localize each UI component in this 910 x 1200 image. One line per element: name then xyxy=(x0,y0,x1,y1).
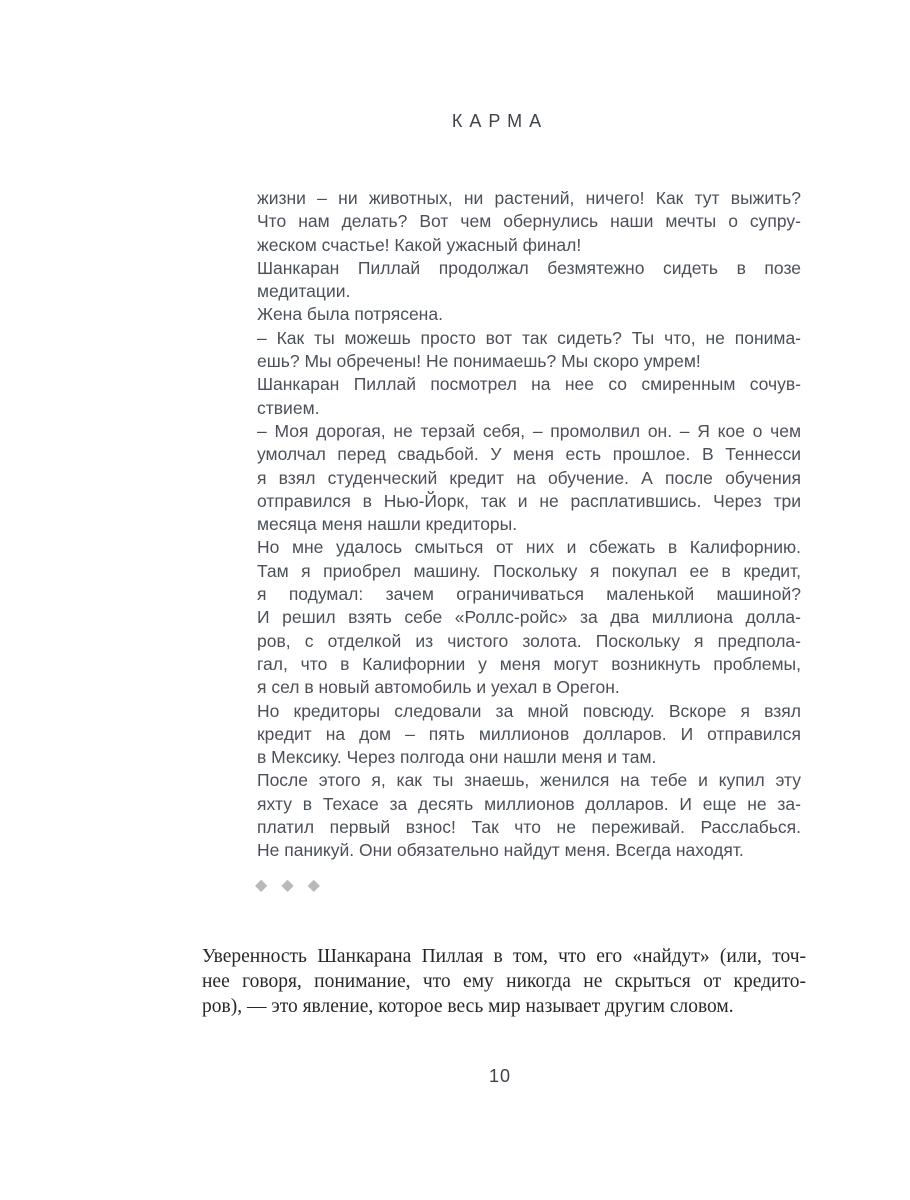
text-line: ствием. xyxy=(257,397,320,418)
running-head-title: КАРМА xyxy=(451,111,549,131)
text-line: И решил взять себе «Роллс-ройс» за два миллиона долла- xyxy=(257,607,801,628)
commentary-text-block xyxy=(202,944,806,1019)
diamond-icon: ◆ xyxy=(307,877,320,894)
text-line: Но кредиторы следовали за мной повсюду. Вскоре я взял xyxy=(257,700,801,721)
text-line: я сел в новый автомобиль и уехал в Орегон. xyxy=(257,677,620,698)
text-line: Жена была потрясена. xyxy=(257,304,443,325)
text-line: ров, с отделкой из чистого золота. Поскольку я предпола- xyxy=(257,630,801,651)
diamond-icon: ◆ xyxy=(281,877,294,894)
text-line: После этого я, как ты знаешь, женился на тебе и купил эту xyxy=(257,770,801,791)
text-line: умолчал перед свадьбой. У меня есть прошлое. В Теннесси xyxy=(257,444,801,465)
text-line: кредит на дом – пять миллионов долларов. И отправился xyxy=(257,723,801,744)
text-line: ров), — это явление, которое весь мир называет другим словом. xyxy=(202,996,734,1017)
text-line: Не паникуй. Они обязательно найдут меня. Всегда находят. xyxy=(257,840,744,861)
text-line: Там я приобрел машину. Поскольку я покупал ее в кредит, xyxy=(257,560,801,581)
text-line: жизни – ни животных, ни растений, ничего! Как тут выжить? xyxy=(257,188,801,208)
text-line: Что нам делать? Вот чем обернулись наши мечты о супру- xyxy=(257,211,801,232)
text-line: отправился в Нью-Йорк, так и не расплатившись. Через три xyxy=(257,490,801,511)
text-line: ешь? Мы обречены! Не понимаешь? Мы скоро умрем! xyxy=(257,351,701,372)
text-line: я подумал: зачем ограничиваться маленькой машиной? xyxy=(257,584,801,605)
text-line: Но мне удалось смыться от них и сбежать в Калифорнию. xyxy=(257,537,801,558)
text-line: медитации. xyxy=(257,281,351,302)
text-line: нее говоря, понимание, что ему никогда не скрыться от кредито- xyxy=(202,971,806,992)
text-line: яхту в Техасе за десять миллионов долларов. И еще не за- xyxy=(257,793,801,814)
text-line: – Моя дорогая, не терзай себя, – промолвил он. – Я кое о чем xyxy=(257,420,801,441)
text-line: Шанкаран Пиллай продолжал безмятежно сидеть в позе xyxy=(257,257,801,278)
section-separator xyxy=(255,878,334,894)
diamond-icon: ◆ xyxy=(255,877,268,894)
text-line: гал, что в Калифорнии у меня могут возникнуть проблемы, xyxy=(257,653,801,674)
story-text-block xyxy=(257,187,801,863)
text-line: я взял студенческий кредит на обучение. А после обучения xyxy=(257,467,801,488)
text-line: платил первый взнос! Так что не переживай. Расслабься. xyxy=(257,817,801,838)
text-line: жеском счастье! Какой ужасный финал! xyxy=(257,234,582,255)
text-line: в Мексику. Через полгода они нашли меня и там. xyxy=(257,747,657,768)
text-line: месяца меня нашли кредиторы. xyxy=(257,514,518,535)
page-number: 10 xyxy=(488,1066,512,1086)
text-line: Шанкаран Пиллай посмотрел на нее со смиренным сочув- xyxy=(257,374,801,395)
text-line: – Как ты можешь просто вот так сидеть? Ты что, не понима- xyxy=(257,327,801,348)
text-line: Уверенность Шанкарана Пиллая в том, что его «найдут» (или, точ- xyxy=(202,946,806,967)
